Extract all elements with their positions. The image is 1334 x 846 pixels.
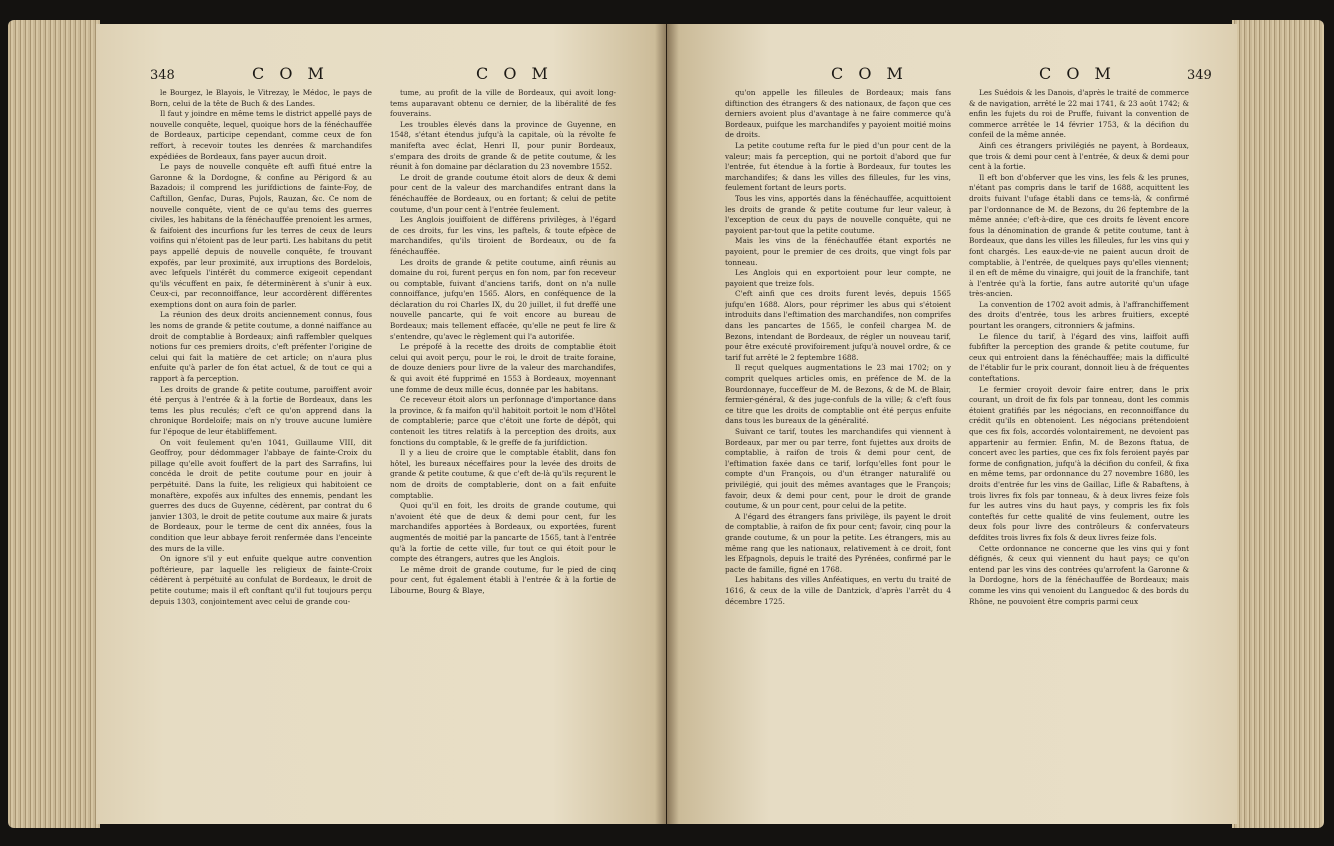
paragraph: A l'égard des étrangers fans privilège, ils payent le droit de comptablie, à raifon de fix pour cent; favoir, cinq pour la grande coutume, & un pour la petite. Les étrangers, mis au même rang que les nationaux, relativement à ce droit, font les Efpagnols, depuis le traité des Pyrénées, confirmé par le pacte de famille, figné en 1768. [725,511,951,574]
paragraph: On ignore s'il y eut enfuite quelque autre convention poftérieure, par laquelle les religieux de fainte-Croix cédèrent à perpétuité au confulat de Bordeaux, le droit de petite coutume; mais il eft conftant qu'il fut toujours perçu depuis 1303, conjointement avec celui de grande cou- [150,554,372,606]
paragraph: Les troubles élevés dans la province de Guyenne, en 1548, s'étant étendus jufqu'à la capitale, où la révolte fe manifefta avec éclat, Henri II, pour punir Bordeaux, s'empara des droits de grande & de petite coutume, & les réunit à fon domaine par déclaration du 23 novembre 1552. [390,119,616,172]
paragraph: Il faut y joindre en même tems le district appellé pays de nouvelle conquête, lequel, quoique hors de la fénéchauffée de Bordeaux, participe cependant, comme ceux de fon reffort, à recevoir toutes les denrées & marchandifes expédiées de Bordeaux, fans payer aucun droit. [150,109,372,161]
right-page-edges [1232,20,1324,828]
right-page-header-left: C O M [831,64,908,83]
paragraph: Cette ordonnance ne concerne que les vins qui y font défignés, & ceux qui viennent du haut pays; ce qu'on entend par les vins des contrées qu'arrofent la Garonne & la Dordogne, hors de la fénéchauffée de Bordeaux; mais comme les vins qui venoient du Languedoc & des bords du Rhône, ne pouvoient être compris parmi ceux [969,543,1189,606]
right-page-column-2 [969,88,1189,824]
right-page-number: 349 [1187,68,1212,83]
paragraph: Tous les vins, apportés dans la fénéchauffée, acquittoient les droits de grande & petite coutume fur leur valeur, à l'exception de ceux du pays de nouvelle conquête, qui ne payoient par-tout que la petite coutume. [725,193,951,235]
paragraph: Le filence du tarif, à l'égard des vins, laiffoit auffi fubfifter la perception des grande & petite coutume, fur ceux qui entroient dans la fénéchauffée; mais la difficulté de l'établir fur le prix courant, donnoit lieu à de fréquentes conteftations. [969,331,1189,384]
paragraph: C'eft ainfi que ces droits furent levés, depuis 1565 jufqu'en 1688. Alors, pour réprimer les abus qui s'étoient introduits dans l'eftimation des marchandifes, non comprifes dans les pancartes de 1565, le confeil chargea M. de Bezons, intendant de Bordeaux, de régler un nouveau tarif, pour être exécuté provifoirement jufqu'à nouvel ordre, & ce tarif fut arrêté le 2 feptembre 1688. [725,289,951,362]
paragraph: Il y a lieu de croire que le comptable établit, dans fon hôtel, les bureaux néceffaires pour la levée des droits de grande & petite coutume, & que c'eft de-là qu'ils reçurent le nom de droits de comptablerie, dont on a fait enfuite comptablie. [390,448,616,500]
paragraph: Quoi qu'il en foit, les droits de grande coutume, qui n'avoient été que de deux & demi pour cent, fur les marchandifes apportées à Bordeaux, ou exportées, furent augmentés de moitié par la pancarte de 1565, tant à l'entrée qu'à la fortie de cette ville, fur tout ce qui étoit pour le compte des étrangers, autres que les Anglois. [390,501,616,564]
paragraph: qu'on appelle les filleules de Bordeaux; mais fans diftinction des étrangers & des nationaux, de façon que ces derniers avoient plus d'avantage à ne faire commerce qu'à Bordeaux, puifque les marchandifes y payoient moitié moins de droits. [725,88,951,140]
left-page [96,24,666,824]
paragraph: Le pays de nouvelle conquête eft auffi fitué entre la Garonne & la Dordogne, & confine au Périgord & au Bazadois; il comprend les jurifdictions de fainte-Foy, de Caftillon, Genfac, Duras, Pujols, Rauzan, &c. Ce nom de nouvelle conquête, vient de ce qu'au tems des guerres civiles, les habitans de la fénéchauffée prenoient les armes, & faifoient des incurfions fur les terres de ceux de leurs voifins qui n'étoient pas de leur parti. Les habitans du petit pays appellé depuis de nouvelle conquête, fe trouvant expofés, par leur proximité, aux irruptions des Bordelois, avec lefquels l'intérêt du commerce exigeoit cependant qu'ils vécuffent en paix, fe déterminèrent à s'unir à eux. Ceux-ci, par reconnoiffance, leur accordèrent différentes exemptions dont on aura foin de parler. [150,162,372,309]
left-page-column-2 [390,88,616,824]
paragraph: On voit feulement qu'en 1041, Guillaume VIII, dit Geoffroy, pour dédommager l'abbaye de fainte-Croix du pillage qu'elle avoit fouffert de la part des Sarrafins, lui concéda le droit de petite coutume pour en jouir à perpétuité. Dans la fuite, les religieux qui habitoient ce monaftère, expofés aux infultes des ennemis, pendant les guerres des ducs de Guyenne, cédèrent, par contrat du 6 janvier 1303, le droit de petite coutume aux maire & jurats de Bordeaux, pour le terme de cent dix années, fous la condition que leur abbaye feroit renfermée dans l'enceinte des murs de la ville. [150,437,372,553]
paragraph: Les droits de grande & petite coutume, paroiffent avoir été perçus à l'entrée & à la fortie de Bordeaux, dans les tems les plus reculés; c'eft ce qu'on apprend dans la chronique Bordeloife; mais on n'y trouve aucune lumière fur l'époque de leur établiffement. [150,384,372,436]
paragraph: Les habitans des villes Anféatiques, en vertu du traité de 1616, & ceux de la ville de Dantzick, d'après l'arrêt du 4 décembre 1725. [725,575,951,606]
paragraph: Suivant ce tarif, toutes les marchandifes qui viennent à Bordeaux, par mer ou par terre, font fujettes aux droits de comptablie, à raifon de trois & demi pour cent, de l'eftimation faxée dans ce tarif, lorfqu'elles font pour le compte d'un François, ou d'un étranger naturalifé ou privilégié, qui jouit des mêmes avantages que le François; favoir, deux & demi pour cent, pour le droit de grande coutume, & un pour cent, pour celui de la petite. [725,427,951,511]
paragraph: La réunion des deux droits anciennement connus, fous les noms de grande & petite coutume, a donné naiffance au droit de comptablie à Bordeaux; ainfi raffembler quelques notions fur ces premiers droits, c'eft préfenter l'origine de celui qui fait la matière de cet article; on n'aura plus enfuite qu'à parler de fon état actuel, & de tout ce qui a rapport à fa perception. [150,310,372,384]
right-page-header-right: C O M [1039,64,1116,83]
paragraph: Le prépofé à la recette des droits de comptablie étoit celui qui avoit perçu, pour le roi, le droit de traite foraine, de douze deniers pour livre de la valeur des marchandifes, & qui avoit été fupprimé en 1553 à Bordeaux, moyennant une fomme de deux mille écus, donnée par les habitans. [390,342,616,394]
paragraph: Les Anglois qui en exportoient pour leur compte, ne payoient que treize fols. [725,268,951,288]
paragraph: Il reçut quelques augmentations le 23 mai 1702; on y comprit quelques articles omis, en préfence de M. de la Bourdonnaye, fucceffeur de M. de Bezons, & de M. de Blair, fermier-général, & des juge-confuls de la ville; & c'eft fous ce titre que les droits de comptablie ont été perçus enfuite dans tous les bureaux de la généralité. [725,363,951,426]
paragraph: Ce receveur étoit alors un perfonnage d'importance dans la province, & fa maifon qu'il habitoit portoit le nom d'Hôtel de comptablerie; parce que c'étoit une forte de dépôt, qui contenoit les titres relatifs à la perception des droits, aux fonctions du comptable, & le greffe de fa jurifdiction. [390,395,616,447]
paragraph: Mais les vins de la fénéchauffée étant exportés ne payoient, pour le premier de ces droits, que vingt fols par tonneau. [725,236,951,267]
paragraph: tume, au profit de la ville de Bordeaux, qui avoit long-tems auparavant obtenu ce dernier, de la libéralité de fes fouverains. [390,88,616,119]
paragraph: Il eft bon d'obferver que les vins, les fels & les prunes, n'étant pas compris dans le tarif de 1688, acquittent les droits fuivant l'ufage établi dans ce tems-là, & confirmé par l'ordonnance de M. de Bezons, du 26 feptembre de la même année; c'eft-à-dire, que ces droits fe lèvent encore fous la dénomination de grande & petite coutume, tant à Bordeaux, que dans les villes les filleules, fur les vins qui y font chargés. Les eaux-de-vie ne paient aucun droit de comptablie, à l'entrée, de quelques pays qu'elles viennent; il en eft de même du vinaigre, qui jouit de la franchife, tant à l'entrée qu'à la fortie, fans autre autorité qu'un ufage très-ancien. [969,172,1189,299]
paragraph: le Bourgez, le Blayois, le Vitrezay, le Médoc, le pays de Born, celui de la tête de Buch & des Landes. [150,88,372,108]
paragraph: Les droits de grande & petite coutume, ainfi réunis au domaine du roi, furent perçus en fon nom, par fon receveur ou comptable, fuivant d'anciens tarifs, dont on n'a nulle connoiffance, jufqu'en 1565. Alors, en conféquence de la déclaration du roi Charles IX, du 20 juillet, il fut dreffé une nouvelle pancarte, qui fe voit encore au bureau de Bordeaux; mais tellement effacée, qu'elle ne peut fe lire & s'entendre, qu'avec le règlement qui l'a autorifée. [390,257,616,341]
book-gutter [655,24,679,824]
left-page-header-left: C O M [252,64,329,83]
paragraph: Le droit de grande coutume étoit alors de deux & demi pour cent de la valeur des marchandifes entrant dans la fénéchauffée de Bordeaux, ou en fortant; & celui de petite coutume, d'un pour cent à l'entrée feulement. [390,172,616,214]
paragraph: Les Anglois jouiffoient de différens privilèges, à l'égard de ces droits, fur les vins, les paftels, & toute efpèce de marchandifes, qu'ils tiroient de Bordeaux, ou de fa fénéchauffée. [390,215,616,256]
paragraph: La petite coutume refta fur le pied d'un pour cent de la valeur; mais fa perception, qui ne portoit d'abord que fur l'entrée, fut étendue à la fortie à Bordeaux, fur toutes les marchandifes; & dans les villes des filleules, fur les vins, feulement fortant de leurs ports. [725,140,951,193]
paragraph: Ainfi ces étrangers privilégiés ne payent, à Bordeaux, que trois & demi pour cent à l'entrée, & deux & demi pour cent à la fortie. [969,140,1189,172]
paragraph: La convention de 1702 avoit admis, à l'affranchiffement des droits d'entrée, tous les arbres fruitiers, excepté pourtant les orangers, citronniers & jafmins. [969,299,1189,331]
left-page-number: 348 [150,68,175,83]
paragraph: Les Suédois & les Danois, d'après le traité de commerce & de navigation, arrêté le 22 mai 1741, & 23 août 1742; & enfin les fujets du roi de Pruffe, fuivant la convention de commerce arrêtée le 14 février 1753, & la décifion du confeil de la même année. [969,88,1189,140]
right-page-column-1 [725,88,951,824]
left-page-edges [8,20,100,828]
paragraph: Le même droit de grande coutume, fur le pied de cinq pour cent, fut également établi à l'entrée & à la fortie de Libourne, Bourg & Blaye, [390,564,616,595]
left-page-header-right: C O M [476,64,553,83]
right-page [667,24,1237,824]
left-page-column-1 [150,88,372,824]
paragraph: Le fermier croyoit devoir faire entrer, dans le prix courant, un droit de fix fols par tonneau, dont les commis étoient gratifiés par les négocians, en reconnoiffance du crédit qu'ils en obtenoient. Les négocians prétendoient que ces fix fols, accordés volontairement, ne devoient pas appartenir au fermier. Enfin, M. de Bezons ftatua, de concert avec les parties, que ces fix fols feroient payés par forme de confignation, jufqu'à la décifion du confeil, & fixa en même tems, par ordonnance du 27 novembre 1680, les droits d'entrée fur les vins de Gaillac, Lifle & Rabaftens, à trois livres fix fols par tonneau, & à deux livres feize fols fur les autres vins du haut pays, y compris les fix fols conteftés fur cette qualité de vins feulement, outre les deux fols pour livre des contrôleurs & confervateurs defdites trois livres fix fols & deux livres feize fols. [969,384,1189,542]
